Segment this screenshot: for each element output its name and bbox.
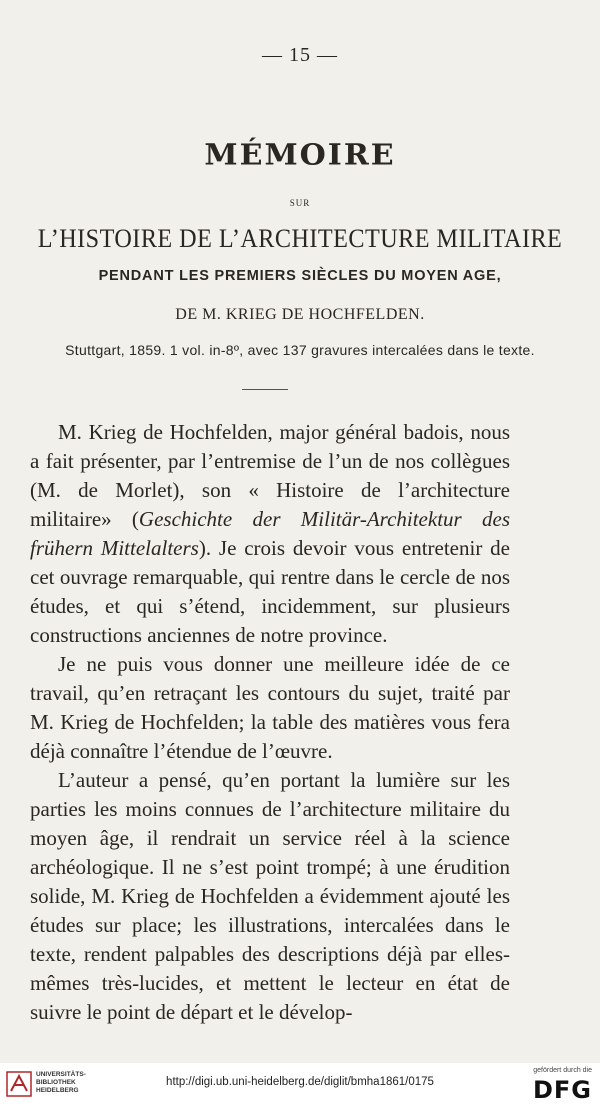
paragraph-1-end: ). Je crois devoir vous entretenir de cet ouvrage remarquable, qui rentre dans le cercle de nos études, et qui s’étend, incidemment, sur plusieurs constructions anciennes de notre province. (30, 536, 510, 647)
paragraph-1 (30, 418, 510, 650)
author-line: DE M. KRIEG DE HOCHFELDEN. (175, 306, 425, 323)
page-heading: MÉMOIRE (204, 138, 396, 173)
paragraph-2: Je ne puis vous donner une meilleure idée de ce travail, qu’en retraçant les contours du sujet, traité par M. Krieg de Hochfelden; la table des matières vous fera déjà connaître l’étendue de l’œuvre. (30, 652, 510, 763)
dfg-logo: DFG (532, 1076, 592, 1104)
library-name-line1: UNIVERSITÄTS- (36, 1071, 86, 1078)
divider (242, 389, 288, 390)
digital-url-link[interactable]: http://digi.ub.uni-heidelberg.de/diglit/bmha1861/0175 (166, 1076, 434, 1088)
publication-info: Stuttgart, 1859. 1 vol. in-8º, avec 137 gravures intercalées dans le texte. (65, 342, 535, 358)
paragraph-3: L’auteur a pensé, qu’en portant la lumière sur les parties les moins connues de l’architecture militaire du moyen âge, il rendrait un service réel à la science archéologique. Il ne s’est point trompé; à une érudition solide, M. Krieg de Hochfelden a évidemment ajouté les études sur place; les illustrations, intercalées dans le texte, rendent palpables des descriptions déjà par elles-mêmes très-lucides, et mettent le lecteur en état de suivre le point de départ et le dévelop- (30, 768, 510, 1024)
sur-label: SUR (289, 198, 311, 208)
body-text (30, 418, 510, 1027)
book-title-german: Geschichte der Militär-Architektur des frühern Mittelalters (30, 507, 510, 560)
main-title: L’HISTOIRE DE L’ARCHITECTURE MILITAIRE (37, 224, 563, 253)
library-name-line3: HEIDELBERG (36, 1087, 79, 1094)
footer-bar (0, 1063, 600, 1107)
page-number: — 15 — (262, 44, 338, 66)
subtitle: PENDANT LES PREMIERS SIÈCLES DU MOYEN AGE, (98, 268, 502, 284)
paragraph-1-start: M. Krieg de Hochfelden, major général badois, nous a fait présenter, par l’entremise de l’un de nos collègues (M. de Morlet), son « Histoire de l’architecture militaire» ( (30, 420, 510, 531)
funded-by-label: gefördert durch die (533, 1067, 592, 1074)
library-name-line2: BIBLIOTHEK (36, 1079, 76, 1086)
